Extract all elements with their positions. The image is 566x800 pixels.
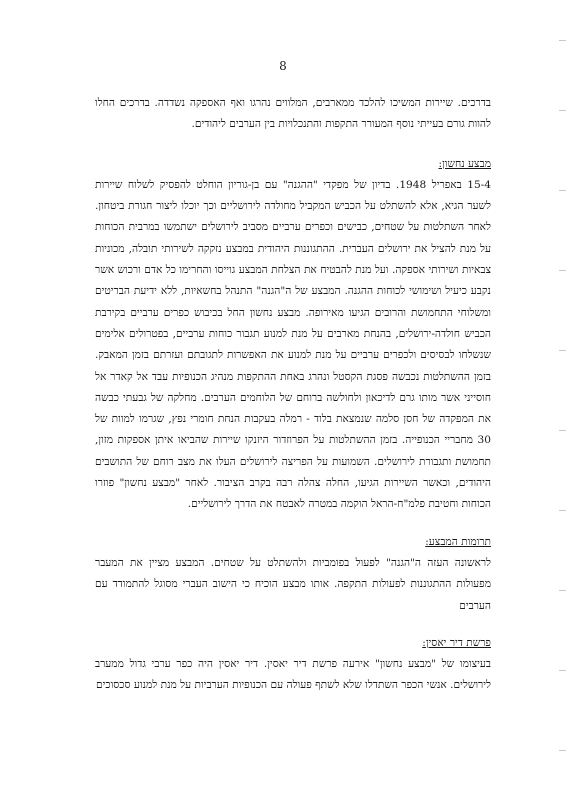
page-body	[95, 93, 491, 697]
edge-mark	[559, 750, 566, 751]
page-number: 8	[279, 59, 287, 73]
edge-mark	[559, 190, 566, 191]
edge-mark	[559, 40, 566, 41]
section-heading-deir-yassin: פרשת דיר יאסין:	[422, 636, 491, 649]
edge-mark	[559, 430, 566, 431]
edge-mark	[559, 510, 566, 511]
edge-mark	[559, 270, 566, 271]
paragraph-nachshon: 15-4 באפריל 1948. בדיון של מפקדי "ההגנה" עם בן-גוריון הוחלט להפסיק לשלוח שיירות לשער הגיא, אלא להשתלט על הכביש המקביל מחולדה לירושליים וכך יוכלו ליצור חגורת ביטחון. לאחר השתלטות על שטחים, כבישים וכפרים ערביים מסביב לירושלים ישתמשו במרבית הכוחות על מנת להציל את ירושלים העברית. ההתגוננות היהודית במבצע נזקקה לשירותי תובלה, מכוניות צבאיות ושירותי אספקה. ועל מנת להבטיח את הצלחת המבצע גוייסו והחרימו כל אדם ורכוש אשר נקבע כיעיל ושימושי לכוחות ההגנה. המבצע של ה"הגנה" התנהל בחשאיות, ללא ידיעת הבריטים ומשלוחי התחמושת והרובים הגיעו מאירופה. מבצע נחשון החל בכיבוש כפרים ערביים בקירבת הכביש חולדה-ירושלים, בהנחת מארבים על מנת למנוע תגבור כוחות ערביים, בפטרולים אלימים שנשלחו לבסיסים ולכפרים ערביים על מנת למנוע את האפשרות לתגובתם ועזרתם בזמן המאבק. בזמן ההשתלטות נכבשה פסגת הקסטל ונהרג באחת ההתקפות מנהיג הכנופיות עבד אל קאדר אל חוסייני אשר מותו גרם לדיכאון ולחולשה ברוחם של הלוחמים הערבים. מחלקה של גבעתי כבשה את המפקדה של חסן סלמה שנמצאת בלוד - רמלה בעקבות הנחת חומרי נפץ, שגרמו למוות של 30 מחבריי הכנופייה. בזמן ההשתלטות על הפרוזדור היזנקו שיירות שהביאו איתן אספקות מזון, תחמושת ותגבורת לירושלים. השמועות על הפריצה לירושלים העלו את מצב רוחם של התושבים היהודים, וכאשר השיירות הגיעו, החלה צהלה רבה בקרב הציבור. לאחר "מבצע נחשון" פוזרו הכוחות וחטיבת פלמ"ח-הראל הוקמה במטרה לאבטח את הדרך לירושליים.	[95, 178, 492, 511]
edge-mark	[559, 110, 566, 111]
intro-paragraph: בדרכים. שיירות המשיכו להלכד ממארבים, המלווים נהרגו ואף האספקה נשדדה. בדרכים החלו להוות גורם בעייתי נוסף המעורר התקפות והתנכלויות בין הערבים ליהודים.	[95, 97, 491, 131]
section-heading-nachshon: מבצע נחשון:	[438, 157, 491, 170]
section-heading-contributions: תרומות המבצע:	[425, 535, 491, 548]
paragraph-contributions: לראשונה העזה ה"הגנה" לפעול בפומביות ולהשתלט על שטחים. המבצע מציין את המעבר מפעולות ההתגוננות לפעולות התקפה. אותו מבצע הוכיח כי הישוב העברי מסוגל להתמודד עם הערבים	[95, 556, 491, 612]
edge-mark	[559, 350, 566, 351]
edge-mark	[559, 590, 566, 591]
paragraph-deir-yassin: בעיצומו של "מבצע נחשון" אירעה פרשת דיר יאסין. דיר יאסין היה כפר ערבי גדול ממערב לירושלים. אנשי הכפר השתדלו שלא לשתף פעולה עם הכנופיות הערביות על מנת למנוע סכסוכים	[95, 658, 491, 692]
edge-mark	[559, 670, 566, 671]
